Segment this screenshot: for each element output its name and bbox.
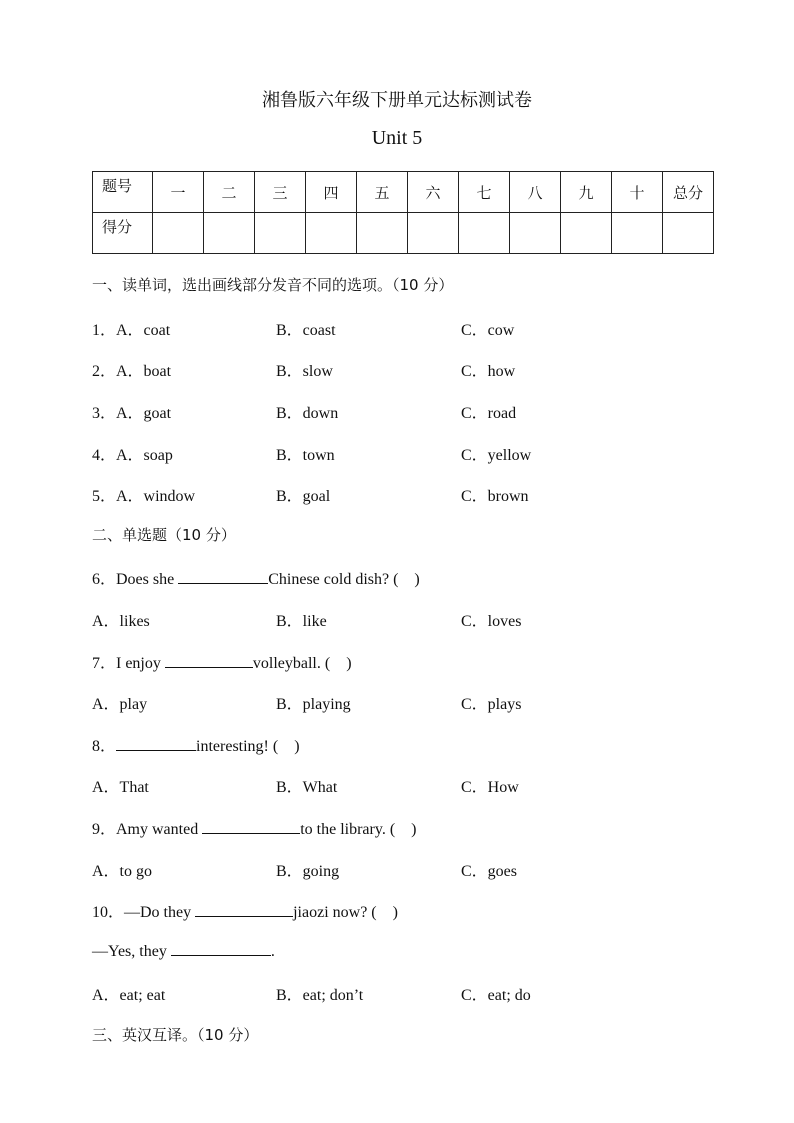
score-header-cell: 二: [204, 172, 255, 213]
score-cell: [612, 213, 663, 254]
option-c: C．plays: [461, 696, 522, 713]
score-cell: [255, 213, 306, 254]
option-b: B．playing: [276, 696, 351, 713]
score-cell: [459, 213, 510, 254]
question-text: 9．Amy wanted: [92, 821, 203, 838]
question-row: [92, 358, 516, 381]
option-c: C．eat; do: [461, 987, 531, 1004]
question-option-b: B．town: [276, 447, 335, 464]
score-cell: [306, 213, 357, 254]
question-text: 6．Does she: [92, 571, 179, 588]
option-c: C．How: [461, 779, 519, 796]
score-row-label: 得分: [93, 213, 153, 254]
options-row: [92, 858, 518, 881]
question-option-a: 3．A．goat: [92, 405, 172, 422]
score-header-cell: 总分: [663, 172, 714, 213]
question-option-b: B．goal: [276, 488, 331, 505]
option-c: C．loves: [461, 613, 522, 630]
question-stem: [92, 816, 416, 839]
question-option-c: C．road: [461, 405, 517, 422]
answer-blank: [195, 902, 293, 917]
question-text: volleyball. ( ): [252, 655, 352, 672]
question-text: 8．: [92, 738, 117, 755]
score-cell: [357, 213, 408, 254]
question-option-a: 4．A．soap: [92, 447, 173, 464]
option-b: B．going: [276, 863, 340, 880]
score-header-cell: 七: [459, 172, 510, 213]
score-header-cell: 八: [510, 172, 561, 213]
question-stem: [92, 650, 352, 673]
question-text: —Yes, they: [92, 943, 171, 960]
question-text: 10．—Do they: [92, 904, 196, 921]
option-c: C．goes: [461, 863, 518, 880]
score-header-cell: 一: [153, 172, 204, 213]
question-option-a: 5．A．window: [92, 488, 196, 505]
score-cell: [153, 213, 204, 254]
score-table-header-row: [93, 172, 714, 213]
score-cell: [408, 213, 459, 254]
answer-blank: [202, 819, 300, 834]
question-text: 7．I enjoy: [92, 655, 165, 672]
option-a: A．eat; eat: [92, 987, 166, 1004]
question-stem: [92, 733, 300, 756]
score-cell: [561, 213, 612, 254]
score-header-cell: 三: [255, 172, 306, 213]
answer-blank: [165, 653, 253, 668]
question-stem-line2: [92, 941, 275, 961]
page-title: 湘鲁版六年级下册单元达标测试卷: [262, 90, 532, 111]
question-option-b: B．slow: [276, 363, 333, 380]
question-text: Chinese cold dish? ( ): [268, 571, 420, 588]
options-row: [92, 691, 522, 714]
score-cell: [663, 213, 714, 254]
score-header-cell: 九: [561, 172, 612, 213]
option-a: A．play: [92, 696, 148, 713]
options-row: [92, 774, 519, 797]
question-option-c: C．cow: [461, 322, 515, 339]
score-header-cell: 五: [357, 172, 408, 213]
option-a: A．to go: [92, 863, 153, 880]
score-header-cell: 四: [306, 172, 357, 213]
options-row: [92, 982, 531, 1005]
option-b: B．eat; don’t: [276, 987, 364, 1004]
score-header-cell: 十: [612, 172, 663, 213]
answer-blank: [116, 736, 196, 751]
question-stem: [92, 899, 398, 922]
score-header-cell: 题号: [93, 172, 153, 213]
question-text: .: [270, 943, 275, 960]
question-row: [92, 317, 515, 340]
question-option-c: C．how: [461, 363, 516, 380]
score-header-cell: 六: [408, 172, 459, 213]
question-text: jiaozi now? ( ): [293, 904, 398, 921]
question-text: interesting! ( ): [196, 738, 300, 755]
score-table-score-row: [93, 213, 714, 254]
question-option-a: 1．A．coat: [92, 322, 171, 339]
question-row: [92, 400, 517, 423]
score-cell: [510, 213, 561, 254]
option-b: B．like: [276, 613, 327, 630]
question-row: [92, 442, 532, 465]
question-stem: [92, 566, 420, 589]
page-subtitle: Unit 5: [371, 127, 423, 149]
option-a: A．likes: [92, 613, 150, 630]
score-table: [92, 171, 714, 254]
question-option-b: B．down: [276, 405, 339, 422]
option-b: B．What: [276, 779, 338, 796]
question-option-c: C．brown: [461, 488, 529, 505]
question-row: [92, 483, 529, 506]
answer-blank: [171, 941, 271, 956]
question-text: to the library. ( ): [300, 821, 417, 838]
answer-blank: [178, 569, 268, 584]
question-option-a: 2．A．boat: [92, 363, 172, 380]
score-cell: [204, 213, 255, 254]
options-row: [92, 608, 522, 631]
section1-heading: 一、读单词，选出画线部分发音不同的选项。（10 分）: [92, 276, 454, 294]
question-option-c: C．yellow: [461, 447, 532, 464]
option-a: A．That: [92, 779, 149, 796]
section2-heading: 二、单选题（10 分）: [92, 526, 236, 544]
section3-heading: 三、英汉互译。（10 分）: [92, 1026, 259, 1044]
question-option-b: B．coast: [276, 322, 336, 339]
